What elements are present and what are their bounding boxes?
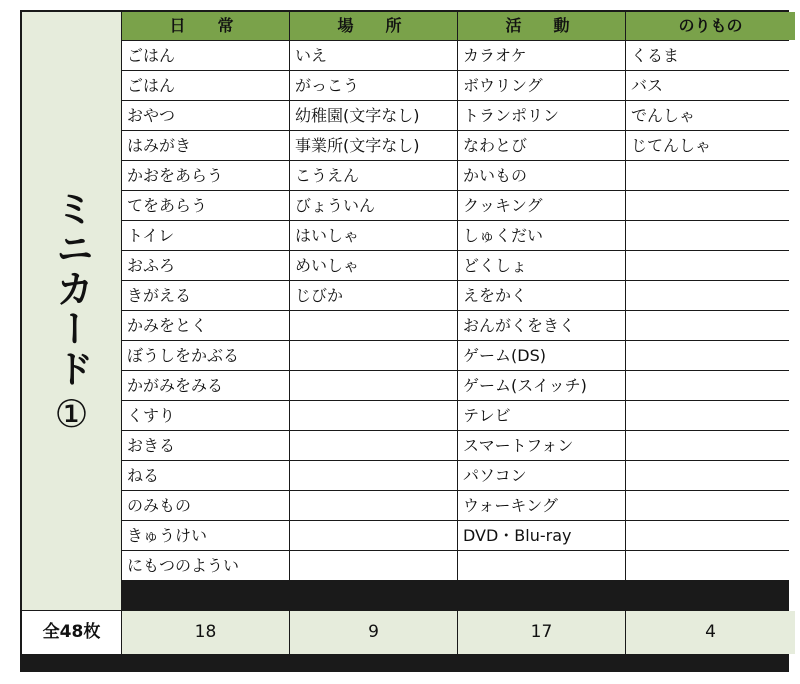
table-cell-vehicle: [626, 371, 795, 400]
table-cell-place: はいしゃ: [290, 221, 457, 250]
table-cell-daily: きがえる: [122, 281, 289, 310]
column-header-activity: 活 動: [458, 12, 625, 40]
table-cell-daily: きゅうけい: [122, 521, 289, 550]
column-header-place: 場 所: [290, 12, 457, 40]
table-cell-activity: かいもの: [458, 161, 625, 190]
table-cell-activity: えをかく: [458, 281, 625, 310]
table-cell-place: がっこう: [290, 71, 457, 100]
table-cell-place: [290, 311, 457, 340]
table-cell-daily: ごはん: [122, 71, 289, 100]
table-cell-vehicle: [626, 461, 795, 490]
table-cell-activity: カラオケ: [458, 41, 625, 70]
table-cell-place: [290, 521, 457, 550]
table-cell-vehicle: [626, 251, 795, 280]
table-cell-vehicle: くるま: [626, 41, 795, 70]
table-cell-activity: トランポリン: [458, 101, 625, 130]
table-cell-activity: DVD・Blu-ray: [458, 521, 625, 550]
table-cell-vehicle: でんしゃ: [626, 101, 795, 130]
total-label: 全48枚: [22, 611, 121, 654]
total-count-daily: 18: [122, 611, 289, 654]
total-count-activity: 17: [458, 611, 625, 654]
table-cell-vehicle: [626, 161, 795, 190]
total-count-place: 9: [290, 611, 457, 654]
table-cell-place: 幼稚園(文字なし): [290, 101, 457, 130]
table-cell-daily: おやつ: [122, 101, 289, 130]
table-cell-activity: テレビ: [458, 401, 625, 430]
table-cell-daily: トイレ: [122, 221, 289, 250]
table-cell-vehicle: [626, 281, 795, 310]
table-cell-place: [290, 341, 457, 370]
table-cell-vehicle: [626, 431, 795, 460]
table-cell-daily: くすり: [122, 401, 289, 430]
table-cell-place: [290, 371, 457, 400]
table-cell-daily: ねる: [122, 461, 289, 490]
table-cell-activity: ウォーキング: [458, 491, 625, 520]
table-cell-vehicle: [626, 521, 795, 550]
table-cell-daily: かおをあらう: [122, 161, 289, 190]
table-cell-daily: はみがき: [122, 131, 289, 160]
table-cell-daily: ごはん: [122, 41, 289, 70]
table-cell-daily: のみもの: [122, 491, 289, 520]
table-cell-place: 事業所(文字なし): [290, 131, 457, 160]
table-cell-daily: かがみをみる: [122, 371, 289, 400]
side-title-cell: [22, 12, 121, 610]
table-cell-place: [290, 461, 457, 490]
table-cell-activity: [458, 551, 625, 580]
table-cell-vehicle: [626, 491, 795, 520]
table-cell-vehicle: [626, 401, 795, 430]
table-cell-place: [290, 491, 457, 520]
table-cell-place: [290, 401, 457, 430]
table-cell-activity: しゅくだい: [458, 221, 625, 250]
table-cell-vehicle: [626, 341, 795, 370]
table-cell-daily: おきる: [122, 431, 289, 460]
table-cell-place: じびか: [290, 281, 457, 310]
table-cell-daily: にもつのようい: [122, 551, 289, 580]
table-cell-activity: ゲーム(DS): [458, 341, 625, 370]
table-cell-vehicle: [626, 191, 795, 220]
table-cell-vehicle: バス: [626, 71, 795, 100]
table-cell-place: めいしゃ: [290, 251, 457, 280]
table-cell-place: [290, 431, 457, 460]
table-cell-vehicle: [626, 551, 795, 580]
table-cell-activity: ゲーム(スイッチ): [458, 371, 625, 400]
total-count-vehicle: 4: [626, 611, 795, 654]
table-cell-place: [290, 551, 457, 580]
side-number: ①: [54, 392, 89, 436]
table-cell-activity: どくしょ: [458, 251, 625, 280]
table-cell-vehicle: じてんしゃ: [626, 131, 795, 160]
table-cell-place: こうえん: [290, 161, 457, 190]
table-cell-vehicle: [626, 311, 795, 340]
table-cell-activity: スマートフォン: [458, 431, 625, 460]
table-cell-vehicle: [626, 221, 795, 250]
table-cell-place: いえ: [290, 41, 457, 70]
table-cell-activity: なわとび: [458, 131, 625, 160]
table-cell-daily: おふろ: [122, 251, 289, 280]
table-cell-place: びょういん: [290, 191, 457, 220]
column-header-daily: 日 常: [122, 12, 289, 40]
table-cell-activity: ボウリング: [458, 71, 625, 100]
table-cell-activity: クッキング: [458, 191, 625, 220]
table-cell-daily: てをあらう: [122, 191, 289, 220]
table-cell-activity: パソコン: [458, 461, 625, 490]
column-header-vehicle: のりもの: [626, 12, 795, 40]
table-cell-daily: かみをとく: [122, 311, 289, 340]
card-list-table: [20, 10, 789, 672]
table-cell-activity: おんがくをきく: [458, 311, 625, 340]
side-title: ミニカード: [49, 189, 94, 389]
table-cell-daily: ぼうしをかぶる: [122, 341, 289, 370]
